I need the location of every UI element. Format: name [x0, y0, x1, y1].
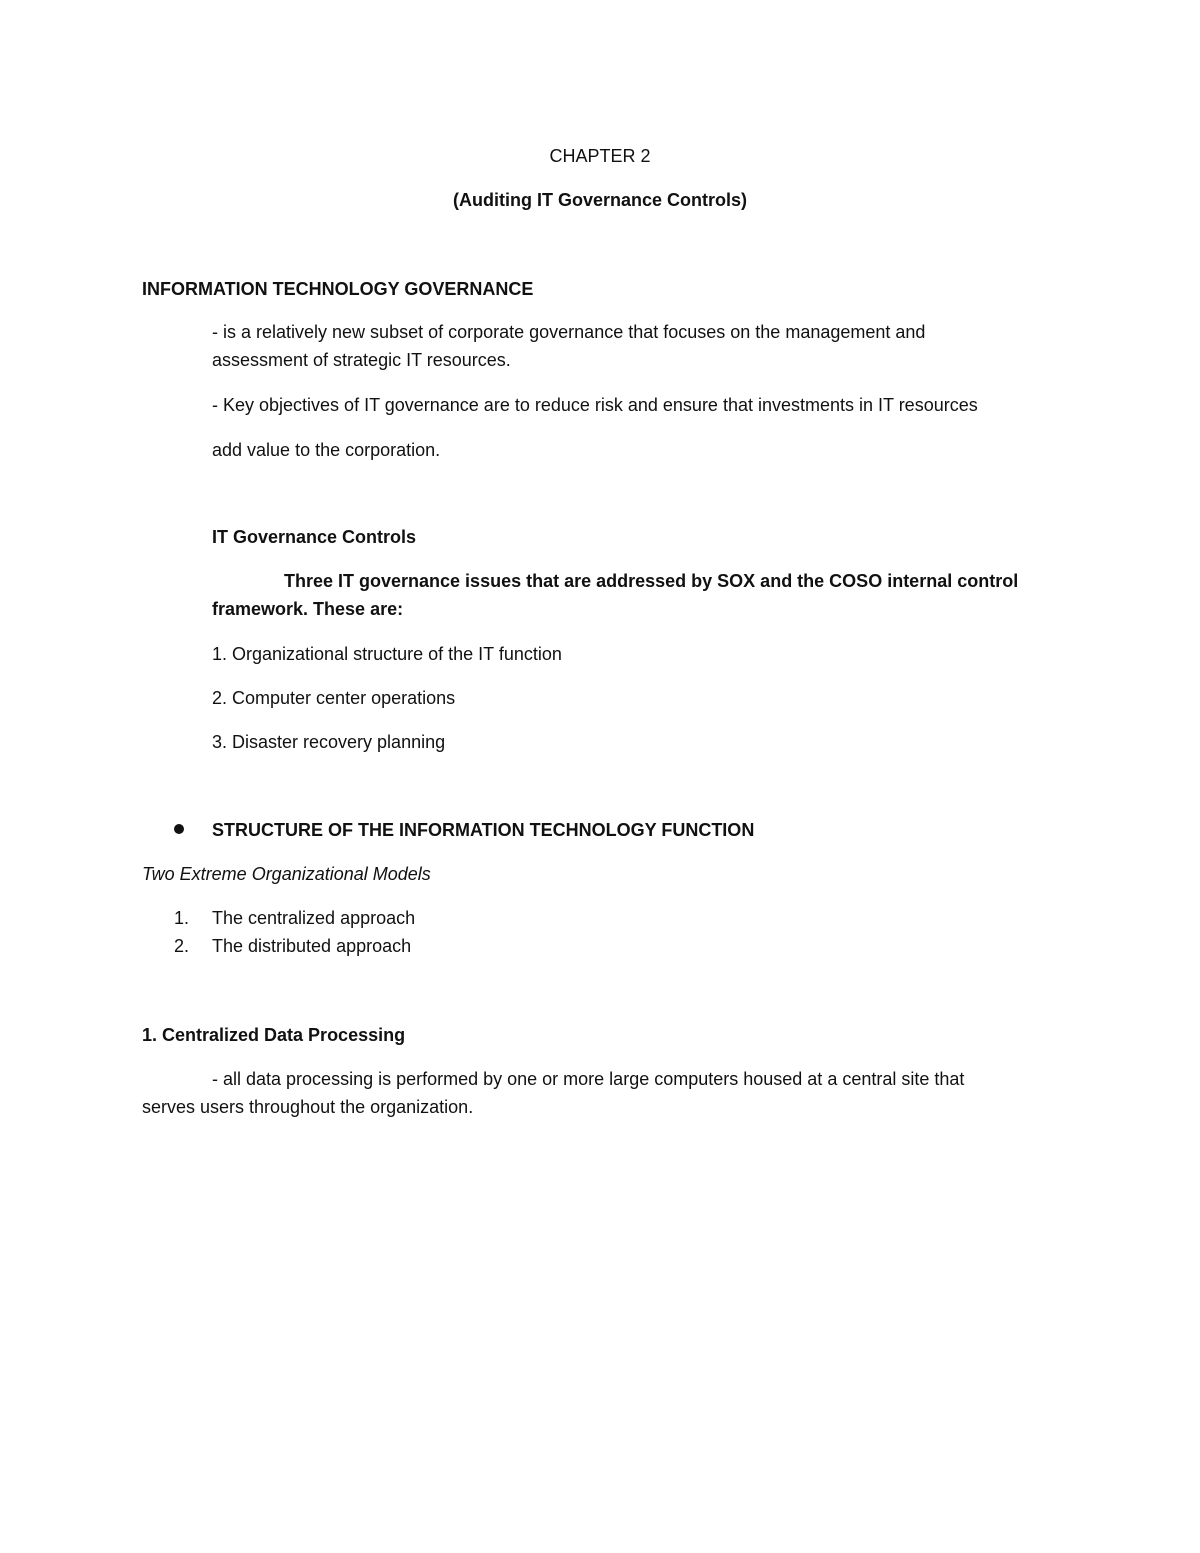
list-number: 2.	[174, 936, 190, 956]
controls-intro-line-2: framework. These are:	[212, 599, 404, 619]
list-item: The centralized approach	[212, 908, 416, 928]
list-number: 1.	[174, 908, 190, 928]
definition-line-2: assessment of strategic IT resources.	[212, 350, 511, 370]
chapter-title: CHAPTER 2	[549, 146, 651, 166]
section-heading-centralized: 1. Centralized Data Processing	[142, 1025, 406, 1045]
controls-intro-line-1: Three IT governance issues that are addressed by SOX and the COSO internal control	[284, 571, 1019, 591]
centralized-line-1: - all data processing is performed by one or more large computers housed at a central site that	[212, 1069, 965, 1089]
controls-item: 2. Computer center operations	[212, 688, 456, 708]
definition-line-1: - is a relatively new subset of corporate governance that focuses on the management and	[212, 322, 926, 342]
models-label: Two Extreme Organizational Models	[142, 864, 431, 884]
centralized-line-2: serves users throughout the organization.	[142, 1097, 474, 1117]
section-heading-structure: STRUCTURE OF THE INFORMATION TECHNOLOGY FUNCTION	[212, 820, 755, 840]
controls-item: 1. Organizational structure of the IT function	[212, 644, 562, 664]
bullet-icon	[174, 824, 184, 834]
objectives-line-1: - Key objectives of IT governance are to reduce risk and ensure that investments in IT resources	[212, 395, 978, 415]
objectives-line-2: add value to the corporation.	[212, 440, 441, 460]
chapter-subtitle: (Auditing IT Governance Controls)	[452, 190, 747, 210]
controls-item: 3. Disaster recovery planning	[212, 732, 446, 752]
list-item: The distributed approach	[212, 936, 412, 956]
subheading-it-governance-controls: IT Governance Controls	[212, 527, 417, 547]
section-heading-it-governance: INFORMATION TECHNOLOGY GOVERNANCE	[142, 279, 534, 299]
